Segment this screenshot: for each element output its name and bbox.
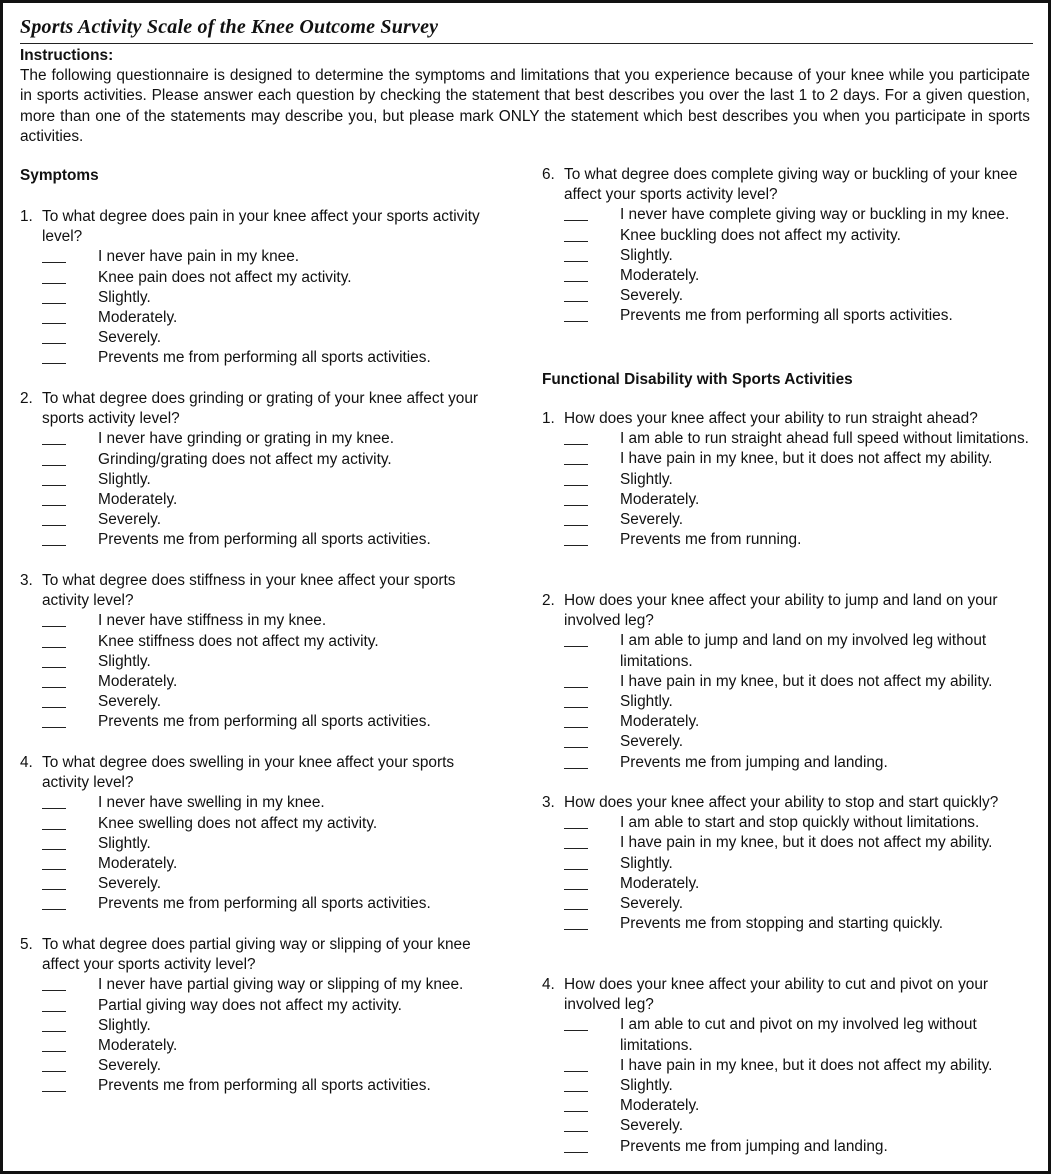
answer-option[interactable]: Severely. [20, 328, 510, 348]
answer-option[interactable]: I am able to start and stop quickly without limitations. [542, 813, 1037, 833]
answer-option[interactable]: Slightly. [542, 1076, 1022, 1096]
question-number: 2. [20, 390, 33, 407]
answer-option[interactable]: I have pain in my knee, but it does not affect my ability. [542, 833, 1037, 853]
answer-option[interactable]: I have pain in my knee, but it does not affect my ability. [542, 1056, 1022, 1076]
checkbox-blank[interactable] [42, 348, 98, 368]
answer-option[interactable]: Severely. [542, 732, 1022, 752]
checkbox-blank[interactable] [564, 712, 620, 732]
checkbox-blank[interactable] [42, 288, 98, 308]
checkbox-blank[interactable] [564, 1137, 620, 1157]
answer-option[interactable]: Moderately. [20, 854, 500, 874]
question-text: To what degree does partial giving way or slipping of your knee affect your sports activity level? [42, 936, 471, 974]
answer-option[interactable]: I am able to jump and land on my involved leg without limitations. [542, 631, 1022, 671]
answer-option[interactable]: I never have pain in my knee. [20, 247, 510, 267]
checkbox-blank[interactable] [564, 246, 620, 266]
answer-option[interactable]: Severely. [20, 692, 500, 712]
checkbox-blank[interactable] [564, 692, 620, 712]
question-number: 6. [542, 166, 555, 183]
functional-question-3 [542, 793, 1037, 934]
checkbox-blank[interactable] [564, 286, 620, 306]
checkbox-blank[interactable] [42, 834, 98, 854]
answer-option[interactable]: Moderately. [542, 712, 1022, 732]
checkbox-blank[interactable] [42, 1036, 98, 1056]
checkbox-blank[interactable] [564, 449, 620, 469]
answer-option[interactable]: Grinding/grating does not affect my activity. [20, 450, 490, 470]
checkbox-blank[interactable] [564, 813, 620, 833]
symptom-question-5 [20, 935, 500, 1097]
checkbox-blank[interactable] [564, 510, 620, 530]
instructions-block [20, 46, 1030, 147]
answer-option[interactable]: Slightly. [20, 1016, 500, 1036]
answer-option[interactable]: Moderately. [542, 874, 1037, 894]
question-number: 2. [542, 592, 555, 609]
answer-option[interactable]: Prevents me from performing all sports activities. [20, 712, 500, 732]
checkbox-blank[interactable] [42, 328, 98, 348]
question-text: To what degree does stiffness in your knee affect your sports activity level? [42, 572, 456, 610]
checkbox-blank[interactable] [42, 247, 98, 267]
checkbox-blank[interactable] [564, 1056, 620, 1076]
question-text: To what degree does swelling in your knee affect your sports activity level? [42, 754, 455, 792]
checkbox-blank[interactable] [42, 268, 98, 288]
functional-question-1 [542, 409, 1037, 550]
answer-option[interactable]: I have pain in my knee, but it does not affect my ability. [542, 672, 1022, 692]
checkbox-blank[interactable] [564, 732, 620, 752]
checkbox-blank[interactable] [42, 712, 98, 732]
answer-option[interactable]: Severely. [20, 510, 490, 530]
checkbox-blank[interactable] [42, 530, 98, 550]
checkbox-blank[interactable] [564, 833, 620, 853]
answer-option[interactable]: Slightly. [20, 834, 500, 854]
answer-option[interactable]: Slightly. [20, 288, 510, 308]
answer-option[interactable]: Moderately. [20, 1036, 500, 1056]
instructions-label: Instructions: [20, 47, 114, 64]
question-text: To what degree does grinding or grating of your knee affect your sports activity level? [42, 390, 479, 428]
checkbox-blank[interactable] [42, 814, 98, 834]
checkbox-blank[interactable] [564, 490, 620, 510]
checkbox-blank[interactable] [564, 306, 620, 326]
answer-option[interactable]: Prevents me from performing all sports activities. [542, 306, 1027, 326]
checkbox-blank[interactable] [42, 1016, 98, 1036]
checkbox-blank[interactable] [42, 672, 98, 692]
checkbox-blank[interactable] [564, 894, 620, 914]
answer-option[interactable]: Slightly. [20, 652, 500, 672]
answer-option[interactable]: Slightly. [542, 692, 1022, 712]
checkbox-blank[interactable] [564, 874, 620, 894]
question-number: 4. [20, 754, 33, 771]
question-number: 1. [542, 410, 555, 427]
checkbox-blank[interactable] [42, 793, 98, 813]
answer-option[interactable]: Prevents me from performing all sports activities. [20, 530, 490, 550]
answer-option[interactable]: Slightly. [542, 246, 1027, 266]
answer-option[interactable]: I have pain in my knee, but it does not affect my ability. [542, 449, 1037, 469]
checkbox-blank[interactable] [42, 611, 98, 631]
functional-disability-heading: Functional Disability with Sports Activities [542, 371, 853, 388]
answer-option[interactable]: Moderately. [20, 308, 510, 328]
checkbox-blank[interactable] [42, 652, 98, 672]
answer-option[interactable]: I never have swelling in my knee. [20, 793, 500, 813]
answer-option[interactable]: Severely. [20, 1056, 500, 1076]
checkbox-blank[interactable] [564, 205, 620, 225]
question-number: 3. [20, 572, 33, 589]
answer-option[interactable]: Severely. [20, 874, 500, 894]
answer-option[interactable]: Moderately. [20, 490, 490, 510]
checkbox-blank[interactable] [42, 490, 98, 510]
symptom-question-4 [20, 753, 500, 915]
checkbox-blank[interactable] [42, 854, 98, 874]
checkbox-blank[interactable] [42, 632, 98, 652]
checkbox-blank[interactable] [42, 308, 98, 328]
checkbox-blank[interactable] [564, 429, 620, 449]
checkbox-blank[interactable] [42, 470, 98, 490]
checkbox-blank[interactable] [42, 996, 98, 1016]
question-number: 4. [542, 976, 555, 993]
question-number: 3. [542, 794, 555, 811]
answer-option[interactable]: Prevents me from stopping and starting quickly. [542, 914, 1037, 934]
answer-option[interactable]: Prevents me from jumping and landing. [542, 1137, 1022, 1157]
symptom-question-6 [542, 165, 1027, 327]
functional-question-2 [542, 591, 1022, 773]
answer-option[interactable]: Knee buckling does not affect my activity. [542, 226, 1027, 246]
question-text: To what degree does complete giving way or buckling of your knee affect your sports activity level? [564, 166, 1018, 204]
answer-option[interactable]: I never have grinding or grating in my knee. [20, 429, 490, 449]
symptom-question-2 [20, 389, 490, 551]
answer-option[interactable]: I am able to cut and pivot on my involved leg without limitations. [542, 1015, 1022, 1055]
checkbox-blank[interactable] [564, 1116, 620, 1136]
checkbox-blank[interactable] [42, 692, 98, 712]
answer-option[interactable]: Moderately. [20, 672, 500, 692]
answer-option[interactable]: I never have partial giving way or slipping of my knee. [20, 975, 500, 995]
answer-option[interactable]: Prevents me from performing all sports activities. [20, 348, 510, 368]
answer-option[interactable]: Prevents me from performing all sports activities. [20, 1076, 500, 1096]
checkbox-blank[interactable] [42, 1076, 98, 1096]
checkbox-blank[interactable] [564, 470, 620, 490]
answer-option[interactable]: Prevents me from jumping and landing. [542, 753, 1022, 773]
answer-option[interactable]: I never have stiffness in my knee. [20, 611, 500, 631]
answer-option[interactable]: Moderately. [542, 490, 1037, 510]
question-text: How does your knee affect your ability to run straight ahead? [564, 410, 978, 427]
answer-option[interactable]: Slightly. [542, 470, 1037, 490]
answer-option[interactable]: Slightly. [542, 854, 1037, 874]
answer-option[interactable]: Moderately. [542, 266, 1027, 286]
symptoms-heading: Symptoms [20, 167, 99, 184]
functional-question-4 [542, 975, 1022, 1157]
question-text: How does your knee affect your ability to stop and start quickly? [564, 794, 999, 811]
checkbox-blank[interactable] [564, 854, 620, 874]
answer-option[interactable]: Prevents me from performing all sports activities. [20, 894, 500, 914]
checkbox-blank[interactable] [564, 1015, 620, 1055]
checkbox-blank[interactable] [564, 530, 620, 550]
question-number: 5. [20, 936, 33, 953]
checkbox-blank[interactable] [564, 753, 620, 773]
answer-option[interactable]: Prevents me from running. [542, 530, 1037, 550]
answer-option[interactable]: Severely. [542, 510, 1037, 530]
checkbox-blank[interactable] [564, 914, 620, 934]
checkbox-blank[interactable] [42, 429, 98, 449]
checkbox-blank[interactable] [42, 510, 98, 530]
instructions-text: The following questionnaire is designed to determine the symptoms and limitations that you experience because of your knee while you participate in sports activities. Please answer each question by checking the statement that best describes you over the last 1 to 2 days. For a given question, more than one of the statements may describe you, but please mark ONLY the statement which best describes you when you participate in sports activities. [20, 67, 1030, 145]
question-text: How does your knee affect your ability to cut and pivot on your involved leg? [564, 976, 989, 1014]
answer-option[interactable]: Moderately. [542, 1096, 1022, 1116]
checkbox-blank[interactable] [564, 631, 620, 671]
answer-option[interactable]: Partial giving way does not affect my activity. [20, 996, 500, 1016]
checkbox-blank[interactable] [564, 672, 620, 692]
answer-option[interactable]: Slightly. [20, 470, 490, 490]
answer-option[interactable]: Knee stiffness does not affect my activity. [20, 632, 500, 652]
answer-option[interactable]: Severely. [542, 286, 1027, 306]
title-divider [20, 43, 1033, 44]
answer-option[interactable]: Knee swelling does not affect my activity. [20, 814, 500, 834]
answer-option[interactable]: I am able to run straight ahead full speed without limitations. [542, 429, 1037, 449]
checkbox-blank[interactable] [42, 894, 98, 914]
checkbox-blank[interactable] [42, 1056, 98, 1076]
answer-option[interactable]: I never have complete giving way or buckling in my knee. [542, 205, 1027, 225]
answer-option[interactable]: Severely. [542, 1116, 1022, 1136]
question-text: How does your knee affect your ability to jump and land on your involved leg? [564, 592, 998, 630]
checkbox-blank[interactable] [42, 874, 98, 894]
checkbox-blank[interactable] [564, 266, 620, 286]
question-text: To what degree does pain in your knee affect your sports activity level? [42, 208, 480, 246]
question-number: 1. [20, 208, 33, 225]
answer-option[interactable]: Severely. [542, 894, 1037, 914]
checkbox-blank[interactable] [42, 975, 98, 995]
symptom-question-3 [20, 571, 500, 733]
answer-option[interactable]: Knee pain does not affect my activity. [20, 268, 510, 288]
symptom-question-1 [20, 207, 510, 369]
page-title: Sports Activity Scale of the Knee Outcome Survey [20, 16, 439, 38]
checkbox-blank[interactable] [564, 226, 620, 246]
checkbox-blank[interactable] [564, 1096, 620, 1116]
checkbox-blank[interactable] [564, 1076, 620, 1096]
checkbox-blank[interactable] [42, 450, 98, 470]
